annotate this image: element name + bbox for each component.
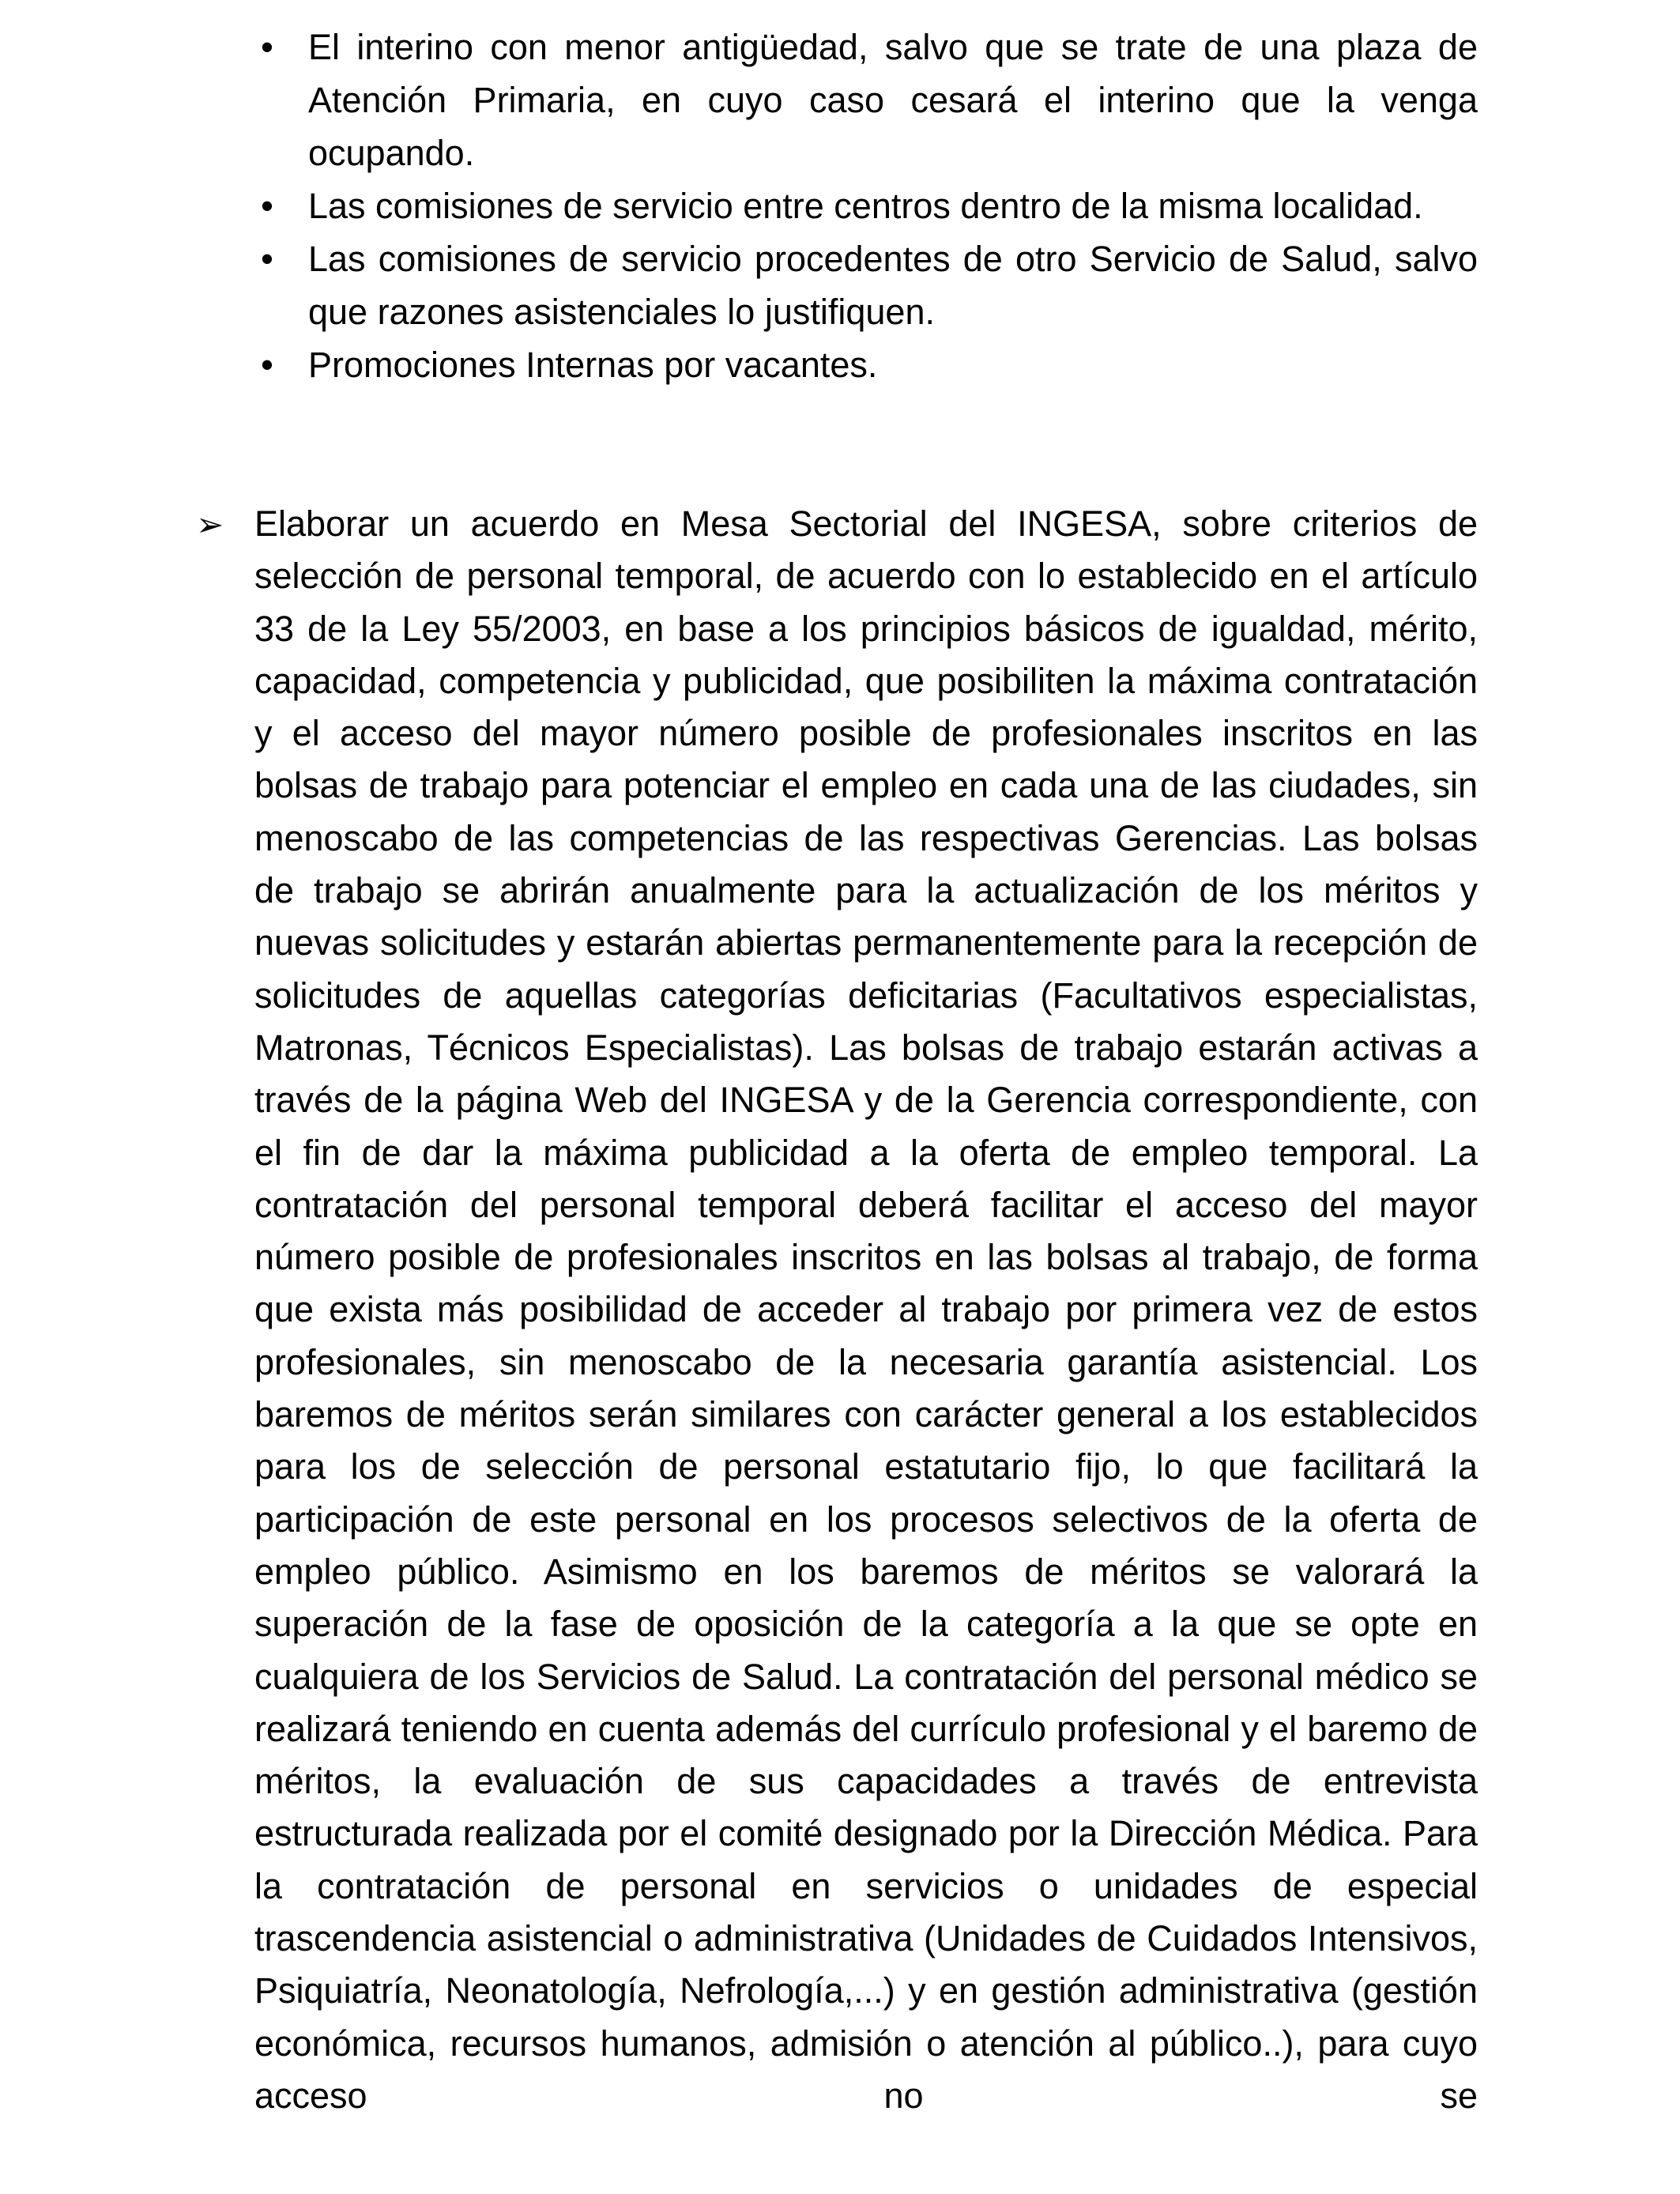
list-item <box>251 179 1478 232</box>
list-item-text: Las comisiones de servicio procedentes de otro Servicio de Salud, salvo que razones asistenciales lo justifiquen. <box>308 239 1478 332</box>
list-item <box>251 232 1478 338</box>
list-item-text: Las comisiones de servicio entre centros dentro de la misma localidad. <box>308 186 1423 226</box>
list-item <box>251 338 1478 391</box>
list-item <box>251 21 1478 179</box>
bullet-icon: • <box>261 27 273 67</box>
bullet-icon: • <box>261 186 273 226</box>
bullet-icon: • <box>261 345 273 385</box>
arrow-list-item <box>196 498 1478 2122</box>
bullet-list <box>251 21 1478 391</box>
bullet-icon: • <box>261 239 273 279</box>
list-item-text: Promociones Internas por vacantes. <box>308 345 878 385</box>
list-item-text: El interino con menor antigüedad, salvo que se trate de una plaza de Atención Primaria, en cuyo caso cesará el interino que la venga ocupando. <box>308 27 1478 173</box>
body-paragraph: Elaborar un acuerdo en Mesa Sectorial del INGESA, sobre criterios de selección de personal temporal, de acuerdo con lo establecido en el artículo 33 de la Ley 55/2003, en base a los principios básicos de igualdad, mérito, capacidad, competencia y publicidad, que posibiliten la máxima contratación y el acceso del mayor número posible de profesionales inscritos en las bolsas de trabajo para potenciar el empleo en cada una de las ciudades, sin menoscabo de las competencias de las respectivas Gerencias. Las bolsas de trabajo se abrirán anualmente para la actualización de los méritos y nuevas solicitudes y estarán abiertas permanentemente para la recepción de solicitudes de aquellas categorías deficitarias (Facultativos especialistas, Matronas, Técnicos Especialistas). Las bolsas de trabajo estarán activas a través de la página Web del INGESA y de la Gerencia correspondiente, con el fin de dar la máxima publicidad a la oferta de empleo temporal. La contratación del personal temporal deberá facilitar el acceso del mayor número posible de profesionales inscritos en las bolsas al trabajo, de forma que exista más posibilidad de acceder al trabajo por primera vez de estos profesionales, sin menoscabo de la necesaria garantía asistencial. Los baremos de méritos serán similares con carácter general a los establecidos para los de selección de personal estatutario fijo, lo que facilitará la participación de este personal en los procesos selectivos de la oferta de empleo público. Asimismo en los baremos de méritos se valorará la superación de la fase de oposición de la categoría a la que se opte en cualquiera de los Servicios de Salud. La contratación del personal médico se realizará teniendo en cuenta además del currículo profesional y el baremo de méritos, la evaluación de sus capacidades a través de entrevista estructurada realizada por el comité designado por la Dirección Médica. Para la contratación de personal en servicios o unidades de especial trascendencia asistencial o administrativa (Unidades de Cuidados Intensivos, Psiquiatría, Neonatología, Nefrología,...) y en gestión administrativa (gestión económica, recursos humanos, admisión o atención al público..), para cuyo acceso no se <box>254 503 1478 2116</box>
arrow-bullet-icon: ➢ <box>196 505 224 544</box>
